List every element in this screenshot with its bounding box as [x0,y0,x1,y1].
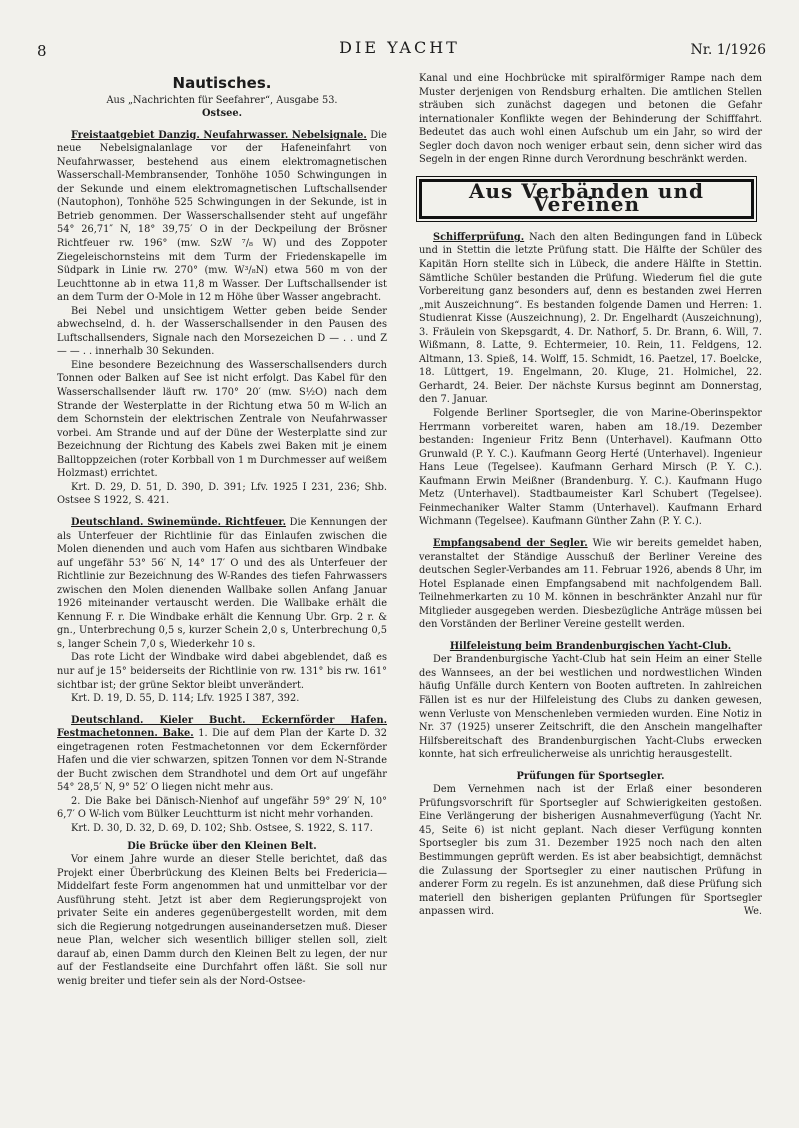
paragraph: 2. Die Bake bei Dänisch-Nienhof auf ungefähr 59° 29′ N, 10° 6,7′ O W-lich vom Bülker Leuchtturm ist nicht mehr vorhanden. [57,795,387,821]
issue-number: Nr. 1/1926 [690,42,766,58]
paragraph: Der Brandenburgische Yacht-Club hat sein Heim an einer Stelle des Wannsees, an der bei westlichen und nordwestlichen Winden häufig Unfälle durch Kentern von Booten auftreten. In zahlreichen Fällen ist es nur der Hilfeleistung des Clubs zu danken gewesen, wenn Verluste von Menschenleben vermieden wurden. Eine Notiz in Nr. 37 (1925) unserer Zeitschrift, die den Anschein mangelhafter Hilfsbereitschaft des Brandenburgischen Yacht-Clubs erwecken konnte, hat sich erfreulicherweise als unrichtig herausgestellt. [419,654,762,761]
reference-line: Krt. D. 30, D. 32, D. 69, D. 102; Shb. Ostsee, S. 1922, S. 117. [71,822,373,834]
paragraph: Eine besondere Bezeichnung des Wasserschallsenders durch Tonnen oder Balken auf See ist nicht erfolgt. Das Kabel für den Wasserschallsender läuft rw. 170° 20′ (mw. S½O) nach dem Strande der Westerplatte in der Richtung etwa 50 m W-lich an dem Schornstein der elektrischen Zentrale von Neufahrwasser vorbei. Am Strande und auf der Düne der Westerplatte sind zur Bezeichnung der Richtung des Kabels zwei Baken mit je einem Balltoppzeichen (roter Korbball von 1 m Durchmesser auf weißem Holzmast) errichtet. [57,359,387,480]
article-schifferpruefung [419,231,762,407]
article-title: Empfangsabend der Segler. [433,537,588,549]
article-kieler-bucht [57,714,387,795]
article-body: Dem Vernehmen nach ist der Erlaß einer besonderen Prüfungsvorschrift für Sportsegler auf Schwierigkeiten gestoßen. Eine Verlängerung der bisherigen Ausnahmeverfügung (Yacht Nr. 45, Seite 6) ist nicht geplant. Nach dieser Verfügung konnten Sportsegler bis zum 31. Dezember 1925 noch nach den alten Bestimmungen geprüft werden. Es ist aber beabsichtigt, demnächst die Zulassung der Sportsegler zu einer nautischen Prüfung in anderer Form zu regeln. Es ist anzunehmen, daß diese Prüfung sich materiell den bisherigen geplanten Prüfungen für Sportsegler anpassen wird. [419,784,762,918]
article-title: Schifferprüfung. [433,231,525,243]
article-danzig [57,129,387,305]
page-header [0,38,799,60]
paragraph [419,783,762,918]
section-box-heading: Aus Verbänden und Vereinen [419,179,754,219]
article-body: 1. Die auf dem Plan der Karte D. 32 eingetragenen roten Festmachetonnen vor dem Eckernförder Hafen und die vier schwarzen, spitzen Tonnen vor dem N-Strande der Bucht zwischen dem Strandhotel und dem Ort auf ungefähr 54° 28,5′ N, 9° 52′ O liegen nicht mehr aus. [57,728,387,794]
reference-line: Krt. D. 29, D. 51, D. 390, D. 391; Lfv. 1925 I 231, 236; Shb. Ostsee S 1922, S. 421. [57,481,387,507]
article-title: Deutschland. Swinemünde. Richtfeuer. [71,516,286,528]
article-title-hilfeleistung: Hilfeleistung beim Brandenburgischen Yacht-Club. [449,640,732,652]
paragraph: Folgende Berliner Sportsegler, die von Marine-Oberinspektor Herrmann vorbereitet waren, haben am 18./19. Dezember bestanden: Ingenieur Fritz Benn (Unterhavel). Kaufmann Otto Grunwald (P. Y. C.). Kaufmann Georg Herté (Unterhavel). Ingenieur Hans Leue (Tegelsee). Kaufmann Gerhard Mirsch (P. Y. C.). Kaufmann Erwin Meißner (Brandenburg. Y. C.). Kaufmann Hugo Metz (Unterhavel). Stadtbaumeister Karl Schubert (Tegelsee). Feinmechaniker Walter Stamm (Unterhavel). Kaufmann Erhard Wichmann (Tegelsee). Kaufmann Günther Zahn (P. Y. C.). [419,408,762,528]
paragraph: Das rote Licht der Windbake wird dabei abgeblendet, daß es nur auf je 15° beiderseits der Richtlinie von rw. 131° bis rw. 161° sichtbar ist; der grüne Sektor bleibt unverändert. [57,652,387,691]
paragraph: Vor einem Jahre wurde an dieser Stelle berichtet, daß das Projekt einer Überbrückung des Kleinen Belts bei Fredericia—Middelfart feste Form angenommen hat und unmittelbar vor der Ausführung steht. Jetzt ist aber dem Regierungsprojekt von privater Seite ein anderes gegenübergestellt worden, mit dem sich die Regierung notgedrungen auseinandersetzen muß. Dieser neue Plan, welcher sich wesentlich billiger stellen soll, zielt darauf ab, einen Damm durch den Kleinen Belt zu legen, der nur auf der Festlandseite eine Durchfahrt offen läßt. Sie soll nur wenig breiter und tiefer sein als der Nord-Ostsee- [57,854,387,987]
article-body: Wie wir bereits gemeldet haben, veranstaltet der Ständige Ausschuß der Berliner Vereine des deutschen Segler-Verbandes am 11. Februar 1926, abends 8 Uhr, im Hotel Esplanade einen Empfangsabend mit nachfolgendem Ball. Teilnehmerkarten zu 10 M. können in beschränkter Anzahl nur für Mitglieder ausgegeben werden. Diesbezügliche Anträge müssen bei den Vorständen der Berliner Vereine gestellt werden. [419,537,762,631]
article-body: Die neue Nebelsignalanlage vor der Hafeneinfahrt von Neufahrwasser, bestehend aus einem elektromagnetischen Wasserschall-Membransender, Tonhöhe 1050 Schwingungen in der Sekunde und einem elektromagnetischen Luftschallsender (Nautophon), Tonhöhe 525 Schwingungen in der Sekunde, ist in Betrieb genommen. Der Wasserschallsender steht auf ungefähr 54° 26,71″ N, 18° 39,75′ O in der Deckpeilung der Brösner Richtfeuer rw. 196° (mw. SzW ⁷/₈ W) und des Zoppoter Ziegeleischornsteins mit dem Turm der Friedenskapelle im Südpark in Linie rw. 270° (mw. W³/₈N) etwa 560 m von der Leuchttonne ab in etwa 11,8 m Wasser. Der Luftschallsender ist an dem Turm der O-Mole in 12 m Höhe über Wasser angebracht. [57,129,387,304]
source-line: Aus „Nachrichten für Seefahrer“, Ausgabe 53. [106,94,338,106]
article-title-pruefungen: Prüfungen für Sportsegler. [516,770,665,782]
article-title: Deutschland. Kieler Bucht. Eckernförder Hafen. Festmachetonnen. Bake. [57,714,387,740]
page-number: 8 [37,42,47,60]
article-title: Freistaatgebiet Danzig. Neufahrwasser. Nebelsignale. [71,129,367,141]
article-empfangsabend [419,537,762,632]
article-swinemuende [57,516,387,651]
reference-line: Krt. D. 19, D. 55, D. 114; Lfv. 1925 I 387, 392. [71,693,300,705]
paragraph: Kanal und eine Hochbrücke mit spiralförmiger Rampe nach dem Muster derjenigen von Rendsburg erhalten. Die amtlichen Stellen sträuben sich zunächst dagegen und betonen die Gefahr internationaler Konflikte wegen der Behinderung der Schifffahrt. Bedeutet das auch wohl einen Aufschub um ein Jahr, so wird der Segler doch davon noch weniger erbaut sein, denn sicher wird das Segeln in der engen Rinne durch Verordnung beschränkt werden. [419,73,762,166]
article-body: Die Kennungen der als Unterfeuer der Richtlinie für das Einlaufen zwischen die Molen dienenden und auch vom Hafen aus sichtbaren Windbake auf ungefähr 53° 56′ N, 14° 17′ O und des als Unterfeuer der Richtlinie zur Bezeichnung des W-Randes des tiefen Fahrwassers zwischen den Molen dienenden Wallbake sollen Anfang Januar 1926 miteinander vertauscht werden. Die Wallbake erhält die Kennung F. r. Die Windbake erhält die Kennung Ubr. Grp. 2 r. & gn., Unterbrechung 0,5 s, kurzer Schein 2,0 s, Unterbrechung 0,5 s, langer Schein 7,0 s, Wiederkehr 10 s. [57,516,387,650]
left-column [57,72,387,989]
paragraph: Bei Nebel und unsichtigem Wetter geben beide Sender abwechselnd, d. h. der Wasserschallsender in den Pausen des Luftschallsenders, Signale nach den Morsezeichen D — . . und Z — — . . innerhalb 30 Sekunden. [57,305,387,358]
region-heading: Ostsee. [202,108,242,120]
journal-title: DIE YACHT [339,38,460,57]
article-title-belt: Die Brücke über den Kleinen Belt. [127,840,317,852]
author-signature: We. [743,906,762,918]
section-heading-nautisches: Nautisches. [172,74,272,92]
right-column [419,72,762,919]
article-body: Nach den alten Bedingungen fand in Lübeck und in Stettin die letzte Prüfung statt. Die Hälfte der Schüler des Kapitän Horn stellte sich in Lübeck, die andere Hälfte in Stettin. Sämtliche Schüler bestanden die Prüfung. Wiederum fiel die gute Vorbereitung ganz besonders auf, denn es bestanden zwei Herren „mit Auszeichnung“. Es bestanden folgende Damen und Herren: 1. Studienrat Kisse (Auszeichnung), 2. Dr. Engelhardt (Auszeichnung), 3. Fräulein von Skepsgardt, 4. Dr. Nathorf, 5. Dr. Brann, 6. Will, 7. Wißmann, 8. Latte, 9. Echtermeier, 10. Rein, 11. Feldgens, 12. Altmann, 13. Spieß, 14. Wolff, 15. Schmidt, 16. Paetzel, 17. Boelcke, 18. Lüttgert, 19. Engelmann, 20. Kluge, 21. Holmichel, 22. Gerhardt, 24. Beier. Der nächste Kursus beginnt am Donnerstag, den 7. Januar. [419,231,762,406]
